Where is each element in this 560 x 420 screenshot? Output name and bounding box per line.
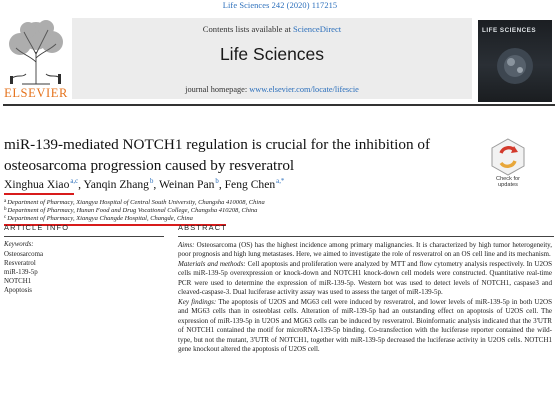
affiliation-text: Department of Pharmacy, Hunan Food and Drug Vocational College, Changsha 410208, China xyxy=(7,207,258,214)
journal-homepage-line xyxy=(72,85,472,94)
abstract-paragraph xyxy=(178,298,552,355)
author-affiliation-mark[interactable]: a,* xyxy=(276,178,285,185)
updates-line-2: updates xyxy=(498,182,518,189)
keywords-list xyxy=(4,250,43,295)
cover-artwork-icon xyxy=(484,42,546,88)
keyword-item: Resveratrol xyxy=(4,260,36,267)
affiliation-mark: c xyxy=(4,215,7,220)
homepage-prefix: journal homepage: xyxy=(185,85,250,94)
author-highlight-underline xyxy=(4,193,74,195)
publisher-wordmark[interactable]: ELSEVIER xyxy=(4,86,68,100)
author-affiliation-mark[interactable]: b xyxy=(215,178,219,185)
homepage-link[interactable]: www.elsevier.com/locate/lifescie xyxy=(249,85,359,94)
contents-available-line xyxy=(72,24,472,34)
abstract-body xyxy=(178,241,552,354)
article-title: miR-139-mediated NOTCH1 regulation is crucial for the inhibition of osteosarcoma progression caused by resveratrol xyxy=(4,136,430,174)
abstract-heading: ABSTRACT xyxy=(178,223,228,232)
author-affiliation-mark[interactable]: b xyxy=(149,178,154,185)
abstract-section-text: Osteosarcoma (OS) has the highest incidence among primary malignancies. It is characterized by high tumor heterogeneity, poor prognosis and high lung metastases. Here, we aimed to investigate the role of resveratrol on an OS cell line and its mechanism. xyxy=(178,241,552,259)
journal-reference[interactable]: Life Sciences 242 (2020) 117215 xyxy=(222,1,338,10)
journal-cover-thumbnail[interactable] xyxy=(478,20,552,102)
keyword-item: Apoptosis xyxy=(4,287,32,294)
keyword-item: Osteosarcoma xyxy=(4,251,44,258)
abstract-section-label: Aims: xyxy=(178,241,195,249)
keywords-title: Keywords: xyxy=(4,241,34,248)
author-list xyxy=(4,178,464,191)
author-affiliation-mark[interactable]: a,c xyxy=(70,178,79,185)
affiliation-mark: b xyxy=(4,207,7,212)
author-separator: , xyxy=(153,178,159,191)
affiliation-mark: a xyxy=(4,199,7,204)
keyword-item: NOTCH1 xyxy=(4,278,32,285)
header-divider xyxy=(3,104,555,106)
sciencedirect-link[interactable]: ScienceDirect xyxy=(293,24,342,34)
author-name[interactable]: Weinan Pan xyxy=(158,178,215,191)
author-name[interactable]: Xinghua Xiao xyxy=(4,178,70,191)
affiliation-text: Department of Pharmacy, Xiangya Hospital of Central South University, Changsha 410008, China xyxy=(7,199,265,206)
abstract-paragraph xyxy=(178,241,552,260)
author-name[interactable]: Yanqin Zhang xyxy=(83,178,149,191)
abstract-section-text: The apoptosis of U2OS and MG63 cell were induced by resveratrol, and lower levels of miR-139-5p in both U2OS and MG63 cells than in osteoblast cells. Alteration of miR-139-5p had an outstanding effect on apoptosis of U2OS cell. The expression of miR-139-5p in U2OS and MG63 cells can be induced by resveratrol. Bioinformatic analysis indicated that the 3'UTR of NOTCH1 contained the motif for microRNA-139-5p binding. Co-transfection with the luciferase reporter contained the wild-type, but not the mutant, 3'UTR of NOTCH1, together with miR-139-5p decreased the luciferase activity in U2OS cells. NOTCH1 gene knockout altered the apoptosis of U2OS cell. xyxy=(178,297,552,353)
updates-line-1: Check for xyxy=(496,176,520,182)
contents-prefix: Contents lists available at xyxy=(202,24,293,34)
article-info-heading: ARTICLE INFO xyxy=(4,223,70,232)
cover-title: LIFE SCIENCES xyxy=(482,27,537,34)
journal-name: Life Sciences xyxy=(219,44,325,64)
abstract-rule xyxy=(178,236,554,237)
affiliation-c xyxy=(4,215,193,222)
keyword-item: miR-139-5p xyxy=(4,269,38,276)
author-name[interactable]: Feng Chen xyxy=(224,178,276,191)
abstract-section-label: Key findings: xyxy=(178,297,217,306)
author-separator: , xyxy=(78,178,84,191)
abstract-section-label: Materials and methods: xyxy=(178,259,246,268)
check-for-updates-icon[interactable] xyxy=(490,137,526,177)
affiliation-text: Department of Pharmacy, Xiangya Changde Hospital, Changde, China xyxy=(7,215,193,222)
affiliation-a xyxy=(4,199,265,206)
check-for-updates-label[interactable] xyxy=(482,176,534,189)
affiliation-b xyxy=(4,207,257,214)
abstract-paragraph xyxy=(178,260,552,298)
author-separator: , xyxy=(218,178,225,191)
article-info-rule xyxy=(4,236,164,237)
abstract-section-text: Cell apoptosis and proliferation were analyzed by MTT and flow cytometry analysis respectively. In U2OS cells miR-139-5p overexpression or knock-down and NOTCH1 knock-down cell models were constructed. Quantitative real-time PCR were used to determine the expression of miR-139-5p. Western bot was used to detect levels of NOTCH1, caspase3 and cleaved-caspase-3. Dual luciferase activity assay was used to assess the target of miR-139-5p. xyxy=(178,259,552,297)
